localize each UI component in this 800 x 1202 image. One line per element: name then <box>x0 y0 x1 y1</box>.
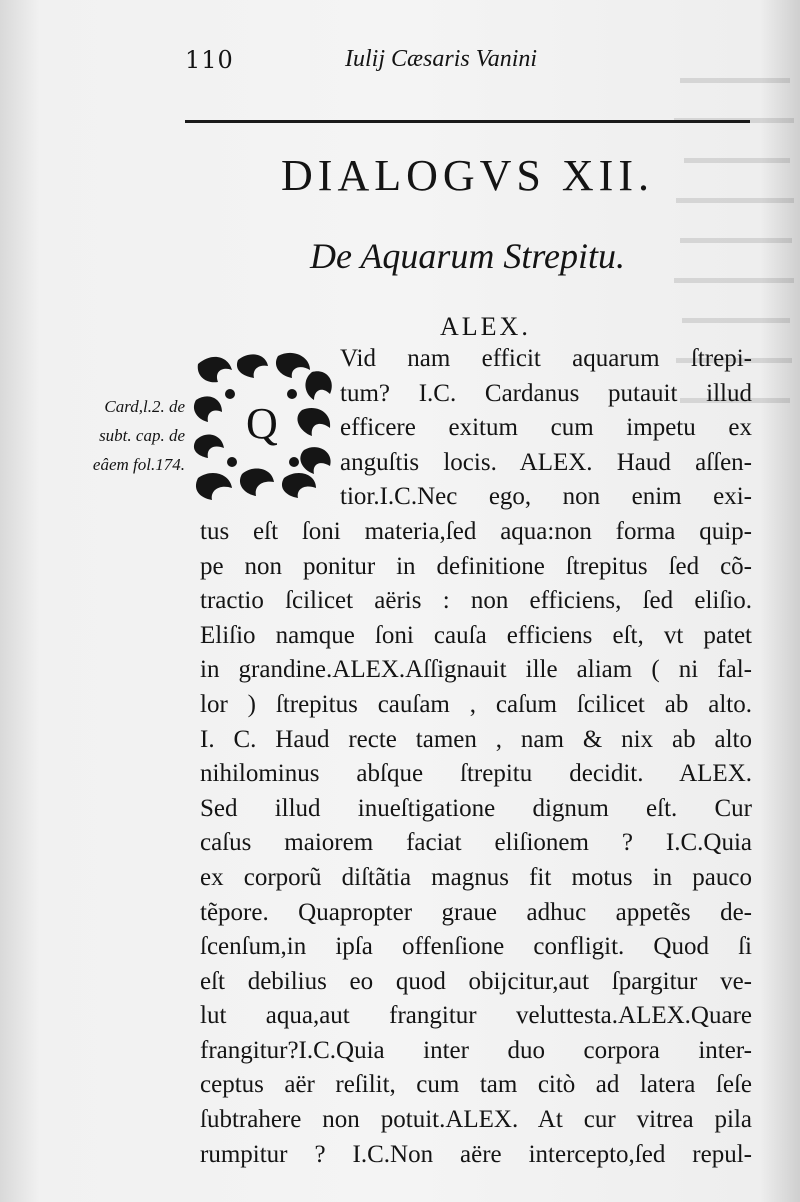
text-line: Vid nam efficit aquarum ſtrepi- <box>340 345 752 372</box>
marginal-note-line: subt. cap. de <box>99 426 185 445</box>
text-line: anguſtis locis. ALEX. Haud aſſen- <box>340 448 752 476</box>
page-number: 110 <box>185 46 234 74</box>
text-line: ceptus aër reſilit, cum tam citò ad latera ſeſe <box>200 1071 752 1099</box>
chapter-subtitle: De Aquarum Strepitu. <box>310 236 625 276</box>
text-line: rumpitur ? I.C.Non aëre intercepto,ſed repul- <box>200 1140 752 1168</box>
text-line: tum? I.C. Cardanus putauit illud <box>340 379 752 407</box>
speaker-label: ALEX. <box>440 312 531 341</box>
text-line: caſus maiorem faciat eliſionem ? I.C.Quia <box>200 829 752 857</box>
text-line: ſcenſum,in ipſa offenſione confligit. Quod ſi <box>200 933 752 961</box>
text-line: eſt debilius eo quod obijcitur,aut ſpargitur ve- <box>200 967 752 995</box>
text-line: tractio ſcilicet aëris : non efficiens, ſed eliſio. <box>200 587 752 615</box>
header-rule <box>185 120 750 123</box>
text-line: tior.I.C.Nec ego, non enim exi- <box>340 483 752 511</box>
text-line: lor ) ſtrepitus cauſam , caſum ſcilicet ab alto. <box>200 690 752 718</box>
text-line: tẽpore. Quapropter graue adhuc appetẽs de- <box>200 898 752 926</box>
marginal-note-line: eâem fol.174. <box>92 455 185 474</box>
text-line: lut aqua,aut frangitur veluttesta.ALEX.Quare <box>200 1002 752 1030</box>
chapter-title: DIALOGVS XII. <box>281 151 654 200</box>
text-line: efficere exitum cum impetu ex <box>340 414 752 442</box>
text-line: Eliſio namque ſoni cauſa efficiens eſt, vt patet <box>200 621 752 649</box>
text-line: pe non ponitur in definitione ſtrepitus ſed cõ- <box>200 552 752 580</box>
running-head: Iulij Cæsaris Vanini <box>345 46 538 72</box>
text-line: tus eſt ſoni materia,ſed aqua:non forma quip- <box>200 517 752 545</box>
marginal-note <box>40 392 185 479</box>
text-line: nihilominus abſque ſtrepitu decidit. ALEX. <box>200 760 752 788</box>
dialogue-text <box>200 342 752 1172</box>
text-line: in grandine.ALEX.Aſſignauit ille aliam ( ni fal- <box>200 656 752 684</box>
text-line: I. C. Haud recte tamen , nam & nix ab alto <box>200 725 752 753</box>
text-line: Sed illud inueſtigatione dignum eſt. Cur <box>200 794 752 822</box>
text-line: ſubtrahere non potuit.ALEX. At cur vitrea pila <box>200 1106 752 1134</box>
text-line: frangitur?I.C.Quia inter duo corpora inter- <box>200 1036 752 1064</box>
text-line: ex corporũ diſtãtia magnus fit motus in pauco <box>200 863 752 891</box>
initial-letter: Q <box>246 399 278 448</box>
marginal-note-line: Card,l.2. de <box>104 397 185 416</box>
page-header <box>185 38 750 78</box>
